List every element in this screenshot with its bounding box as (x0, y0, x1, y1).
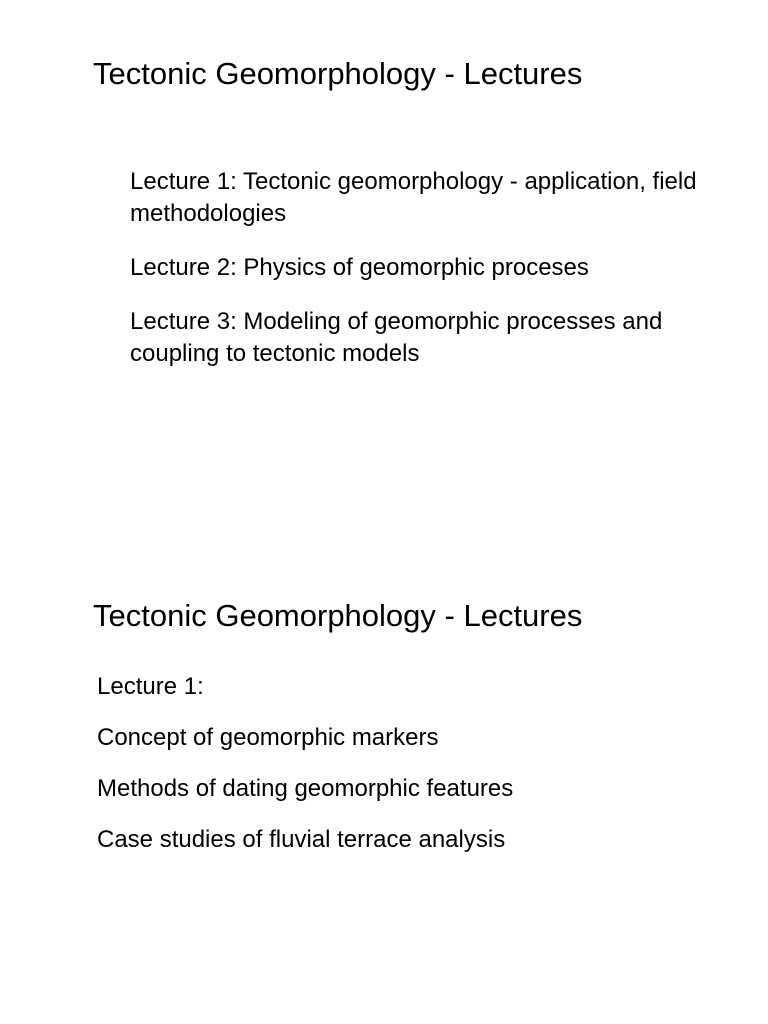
lecture-1-item: Lecture 1: Tectonic geomorphology - application, field methodologies (130, 168, 697, 227)
lecture-3-item: Lecture 3: Modeling of geomorphic processes and coupling to tectonic models (130, 308, 663, 367)
topic-item-terrace: Case studies of fluvial terrace analysis (97, 826, 506, 853)
topic-item-dating: Methods of dating geomorphic features (97, 775, 514, 802)
slide-title: Tectonic Geomorphology - Lectures (93, 56, 583, 91)
lecture-2-item: Lecture 2: Physics of geomorphic proceses (130, 254, 589, 281)
slide-2 (0, 512, 768, 1024)
lecture-heading: Lecture 1: (97, 673, 204, 700)
lecture-list (130, 166, 730, 392)
slide-title: Tectonic Geomorphology - Lectures (93, 598, 583, 633)
topic-item-markers: Concept of geomorphic markers (97, 724, 439, 751)
topic-list (97, 670, 513, 874)
